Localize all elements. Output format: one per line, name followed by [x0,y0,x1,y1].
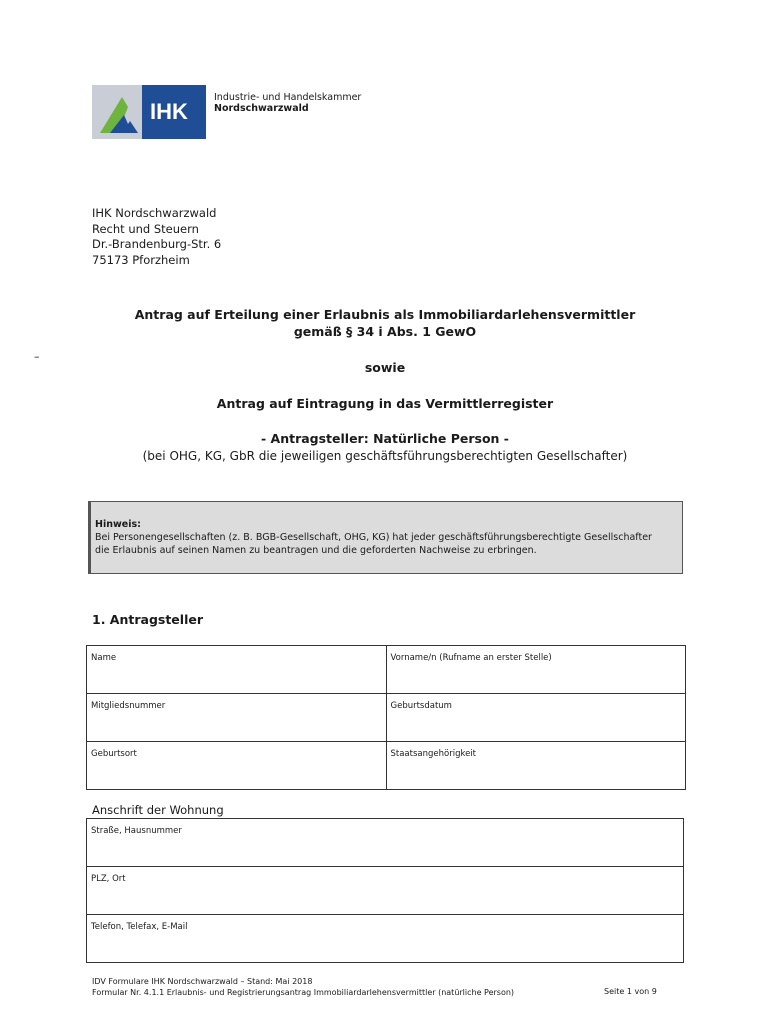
address-line2: Recht und Steuern [92,221,199,236]
field-zip-city[interactable]: PLZ, Ort [87,867,684,915]
field-first-names[interactable]: Vorname/n (Rufname an erster Stelle) [386,646,686,694]
field-contact[interactable]: Telefon, Telefax, E-Mail [87,915,684,963]
title-line2: gemäß § 34 i Abs. 1 GewO [293,324,477,339]
section-residence-title: Anschrift der Wohnung [92,803,224,817]
applicant-table [86,645,686,790]
title-applicant-note: (bei OHG, KG, GbR die jeweiligen geschäftsführungsberechtigten Gesellschafter) [142,449,628,463]
table-row [87,742,686,790]
table-row [87,915,684,963]
table-row [87,646,686,694]
margin-mark: – [34,350,40,363]
address-line1: IHK Nordschwarzwald [92,206,217,220]
ihk-logo [92,85,362,141]
hint-line1: Bei Personengesellschaften (z. B. BGB-Gesellschaft, OHG, KG) hat jeder geschäftsführungsberechtigte Gesellschafter [95,532,652,543]
field-name[interactable]: Name [87,646,387,694]
section-applicant-title: 1. Antragsteller [92,612,203,627]
logo-abbr: IHK [150,99,188,124]
field-street[interactable]: Straße, Hausnummer [87,819,684,867]
field-member-number[interactable]: Mitgliedsnummer [87,694,387,742]
recipient-address [92,206,221,268]
title-sowie: sowie [364,360,406,375]
logo-line1: Industrie- und Handelskammer [214,92,362,103]
title-line3: Antrag auf Eintragung in das Vermittlerregister [216,396,554,411]
footer-line2: Formular Nr. 4.1.1 Erlaubnis- und Registrierungsantrag Immobiliardarlehensvermittler (natürliche Person) [92,988,515,997]
table-row [87,867,684,915]
hint-label: Hinweis: [95,519,141,530]
footer-line1: IDV Formulare IHK Nordschwarzwald – Stand: Mai 2018 [92,977,313,986]
page-number: Seite 1 von 9 [604,987,657,996]
field-birth-place[interactable]: Geburtsort [87,742,387,790]
field-birth-date[interactable]: Geburtsdatum [386,694,686,742]
address-line3: Dr.-Brandenburg-Str. 6 [92,237,222,251]
hint-box [88,501,683,574]
ihk-logo-mark [92,85,206,139]
footer [92,976,514,998]
hint-line2: die Erlaubnis auf seinen Namen zu beantragen und die geforderten Nachweise zu erbringen. [95,545,537,556]
residence-table [86,818,684,963]
title-applicant-type: - Antragsteller: Natürliche Person - [260,431,509,446]
logo-line2: Nordschwarzwald [214,103,309,114]
table-row [87,819,684,867]
address-line4: 75173 Pforzheim [92,252,190,267]
field-nationality[interactable]: Staatsangehörigkeit [386,742,686,790]
table-row [87,694,686,742]
title-line1: Antrag auf Erteilung einer Erlaubnis als Immobiliardarlehensvermittler [134,307,636,322]
